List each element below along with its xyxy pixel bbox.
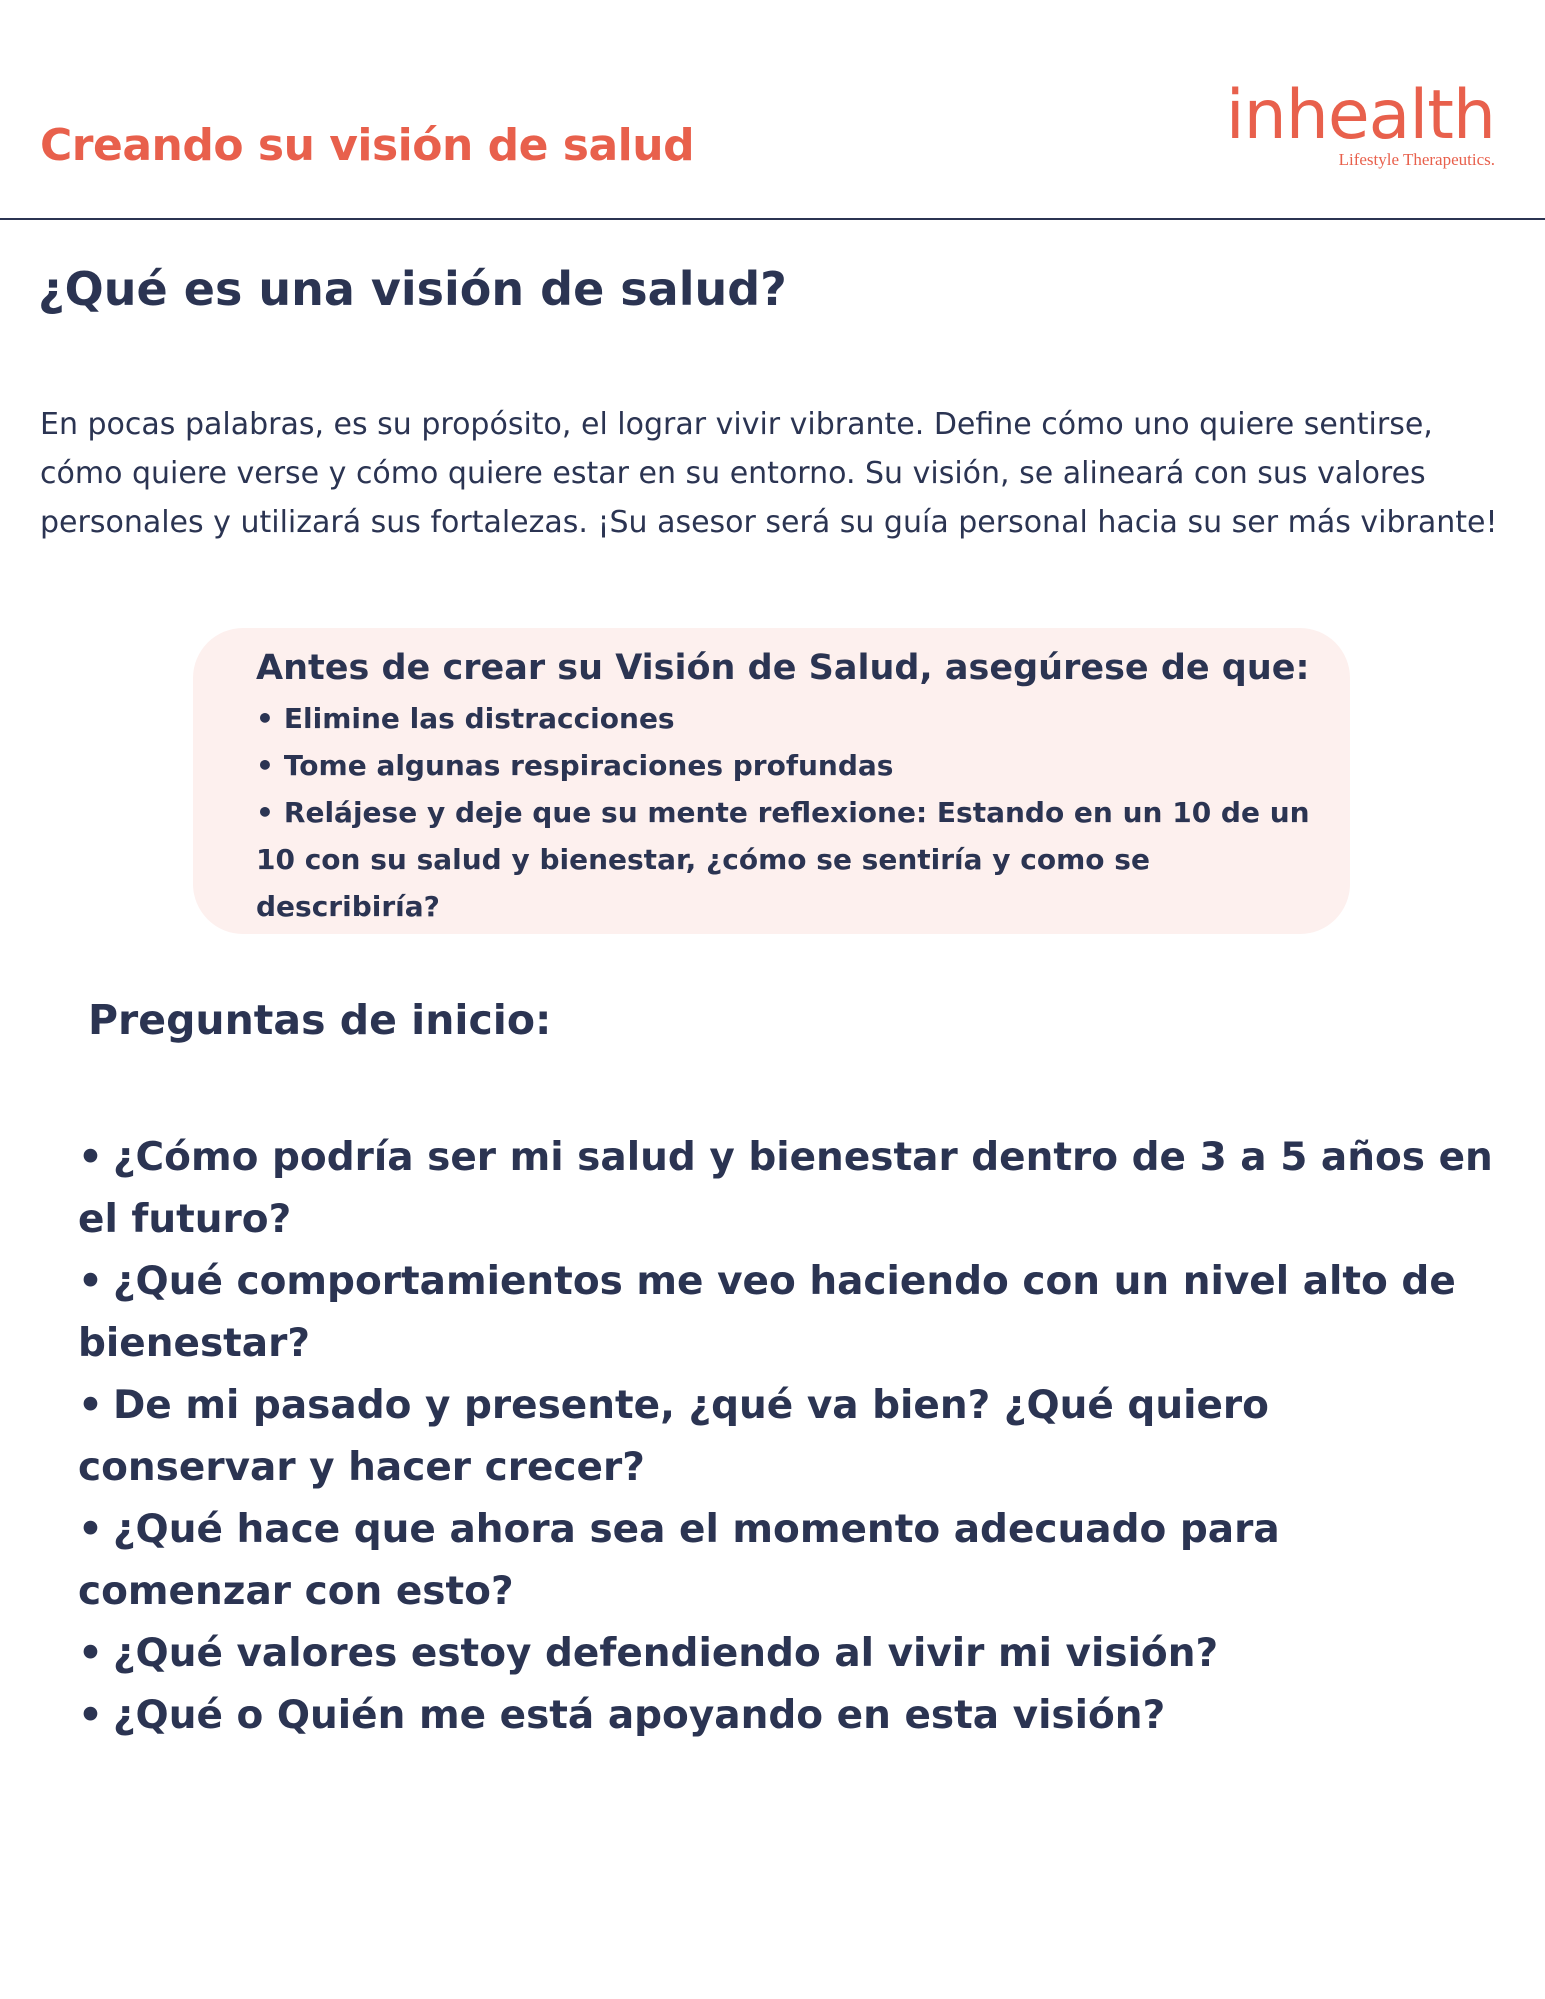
preparation-callout <box>193 628 1350 934</box>
callout-item <box>256 695 1310 742</box>
bullet-icon: • <box>78 1259 103 1304</box>
question-text: ¿Qué o Quién me está apoyando en esta visión? <box>112 1693 1166 1738</box>
callout-item <box>256 742 1310 789</box>
question-item <box>78 1499 1498 1623</box>
callout-list <box>256 695 1310 930</box>
question-item <box>78 1685 1498 1747</box>
question-text: ¿Cómo podría ser mi salud y bienestar dentro de 3 a 5 años en el futuro? <box>78 1135 1493 1242</box>
bullet-icon: • <box>78 1693 103 1738</box>
question-item <box>78 1623 1498 1685</box>
callout-item-text: Relájese y deje que su mente reflexione: Estando en un 10 de un 10 con su salud y bienestar, ¿cómo se sentiría y como se describiría? <box>256 796 1310 923</box>
inhealth-logo <box>1225 76 1495 170</box>
bullet-icon: • <box>78 1507 103 1552</box>
questions-heading: Preguntas de inicio: <box>88 996 552 1044</box>
bullet-icon: • <box>256 796 274 829</box>
page-header <box>0 0 1545 220</box>
callout-item-text: Elimine las distracciones <box>283 702 675 735</box>
question-text: De mi pasado y presente, ¿qué va bien? ¿Qué quiero conservar y hacer crecer? <box>78 1383 1269 1490</box>
callout-item <box>256 789 1310 930</box>
question-text: ¿Qué comportamientos me veo haciendo con un nivel alto de bienestar? <box>78 1259 1456 1366</box>
bullet-icon: • <box>256 702 274 735</box>
questions-list <box>78 1127 1498 1747</box>
question-item <box>78 1127 1498 1251</box>
question-text: ¿Qué valores estoy defendiendo al vivir mi visión? <box>112 1631 1219 1676</box>
document-title: Creando su visión de salud <box>40 120 695 171</box>
bullet-icon: • <box>78 1383 103 1428</box>
intro-paragraph: En pocas palabras, es su propósito, el lograr vivir vibrante. Define cómo uno quiere sentirse, cómo quiere verse y cómo quiere estar en su entorno. Su visión, se alineará con sus valores personales y utilizará sus fortalezas. ¡Su asesor será su guía personal hacia su ser más vibrante! <box>40 407 1498 540</box>
bullet-icon: • <box>78 1631 103 1676</box>
callout-title: Antes de crear su Visión de Salud, asegúrese de que: <box>256 648 1310 688</box>
logo-wordmark: inhealth <box>1225 76 1495 155</box>
bullet-icon: • <box>256 749 274 782</box>
callout-item-text: Tome algunas respiraciones profundas <box>283 749 894 782</box>
logo-tagline: Lifestyle Therapeutics. <box>1338 150 1495 169</box>
bullet-icon: • <box>78 1135 103 1180</box>
section-heading: ¿Qué es una visión de salud? <box>38 262 787 316</box>
question-item <box>78 1375 1498 1499</box>
question-text: ¿Qué hace que ahora sea el momento adecuado para comenzar con esto? <box>78 1507 1280 1614</box>
question-item <box>78 1251 1498 1375</box>
